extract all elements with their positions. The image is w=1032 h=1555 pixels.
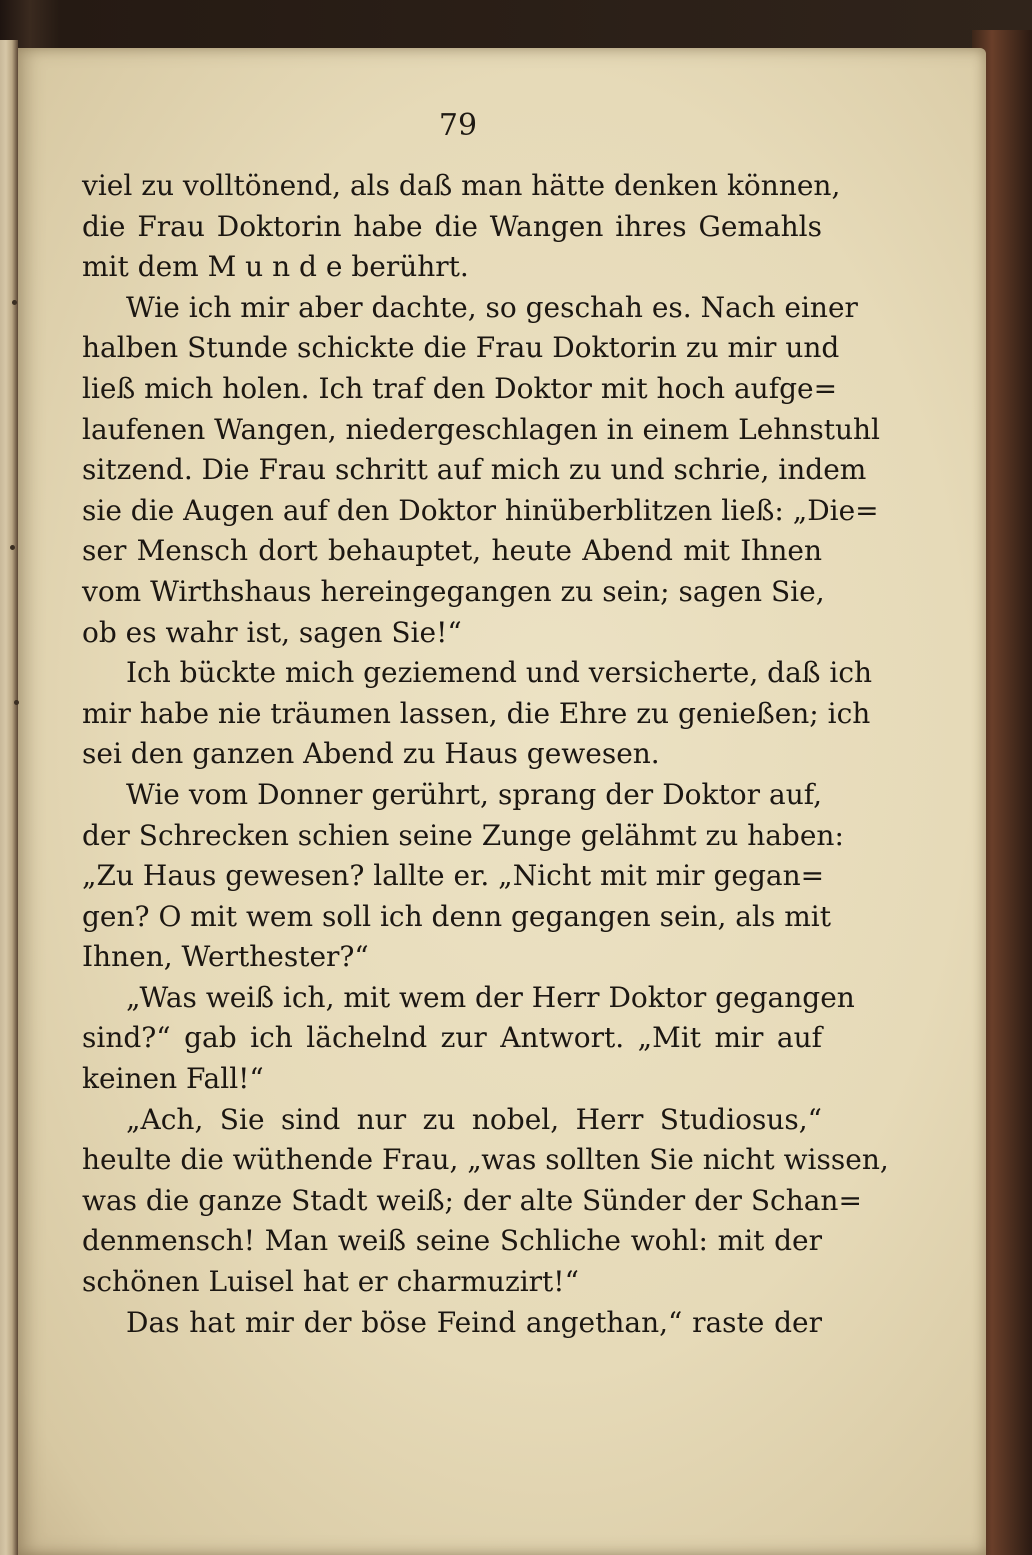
- book-page: [18, 48, 986, 1555]
- text-line: was die ganze Stadt weiß; der alte Sünder der Schan=: [82, 1183, 862, 1217]
- text-line: Ihnen, Werthester?“: [82, 940, 369, 974]
- text-line: „Ach, Sie sind nur zu nobel, Herr Studiosus,“: [126, 1102, 822, 1136]
- page-text: [82, 166, 889, 1343]
- text-line: ser Mensch dort behauptet, heute Abend mit Ihnen: [82, 534, 822, 568]
- text-line: keinen Fall!“: [82, 1062, 264, 1096]
- previous-page-edge: [0, 40, 18, 1555]
- text-line: heulte die wüthende Frau, „was sollten Sie nicht wissen,: [82, 1143, 889, 1177]
- text-line: vom Wirthshaus hereingegangen zu sein; sagen Sie,: [82, 574, 825, 608]
- margin-mark: [14, 700, 19, 705]
- text-line: Ich bückte mich geziemend und versicherte, daß ich: [126, 656, 873, 690]
- text-line: sei den ganzen Abend zu Haus gewesen.: [82, 737, 660, 771]
- text-line: sind?“ gab ich lächelnd zur Antwort. „Mit mir auf: [82, 1021, 822, 1055]
- text-line: schönen Luisel hat er charmuzirt!“: [82, 1265, 579, 1299]
- text-line: Das hat mir der böse Feind angethan,“ raste der: [126, 1305, 822, 1339]
- text-line: Wie vom Donner gerührt, sprang der Doktor auf,: [126, 777, 822, 811]
- margin-mark: [10, 545, 15, 550]
- text-line: sitzend. Die Frau schritt auf mich zu und schrie, indem: [82, 453, 867, 487]
- text-line: ließ mich holen. Ich traf den Doktor mit hoch aufge=: [82, 371, 838, 405]
- text-line: ob es wahr ist, sagen Sie!“: [82, 615, 462, 649]
- text-line: Wie ich mir aber dachte, so geschah es. Nach einer: [126, 290, 858, 324]
- text-line: der Schrecken schien seine Zunge gelähmt zu haben:: [82, 818, 844, 852]
- text-line: sie die Augen auf den Doktor hinüberblitzen ließ: „Die=: [82, 493, 879, 527]
- text-line: denmensch! Man weiß seine Schliche wohl: mit der: [82, 1224, 822, 1258]
- text-line: „Was weiß ich, mit wem der Herr Doktor gegangen: [126, 980, 855, 1014]
- margin-mark: [12, 300, 17, 305]
- text-line: die Frau Doktorin habe die Wangen ihres Gemahls: [82, 209, 822, 243]
- text-line: halben Stunde schickte die Frau Doktorin zu mir und: [82, 331, 840, 365]
- text-line: „Zu Haus gewesen? lallte er. „Nicht mit mir gegan=: [82, 859, 825, 893]
- text-line: viel zu volltönend, als daß man hätte denken können,: [82, 169, 841, 202]
- page-number: 79: [438, 108, 478, 143]
- text-line: gen? O mit wem soll ich denn gegangen sein, als mit: [82, 899, 831, 933]
- text-line: mit dem M u n d e berührt.: [82, 250, 469, 284]
- text-line: laufenen Wangen, niedergeschlagen in einem Lehnstuhl: [82, 412, 880, 446]
- text-line: mir habe nie träumen lassen, die Ehre zu genießen; ich: [82, 696, 871, 730]
